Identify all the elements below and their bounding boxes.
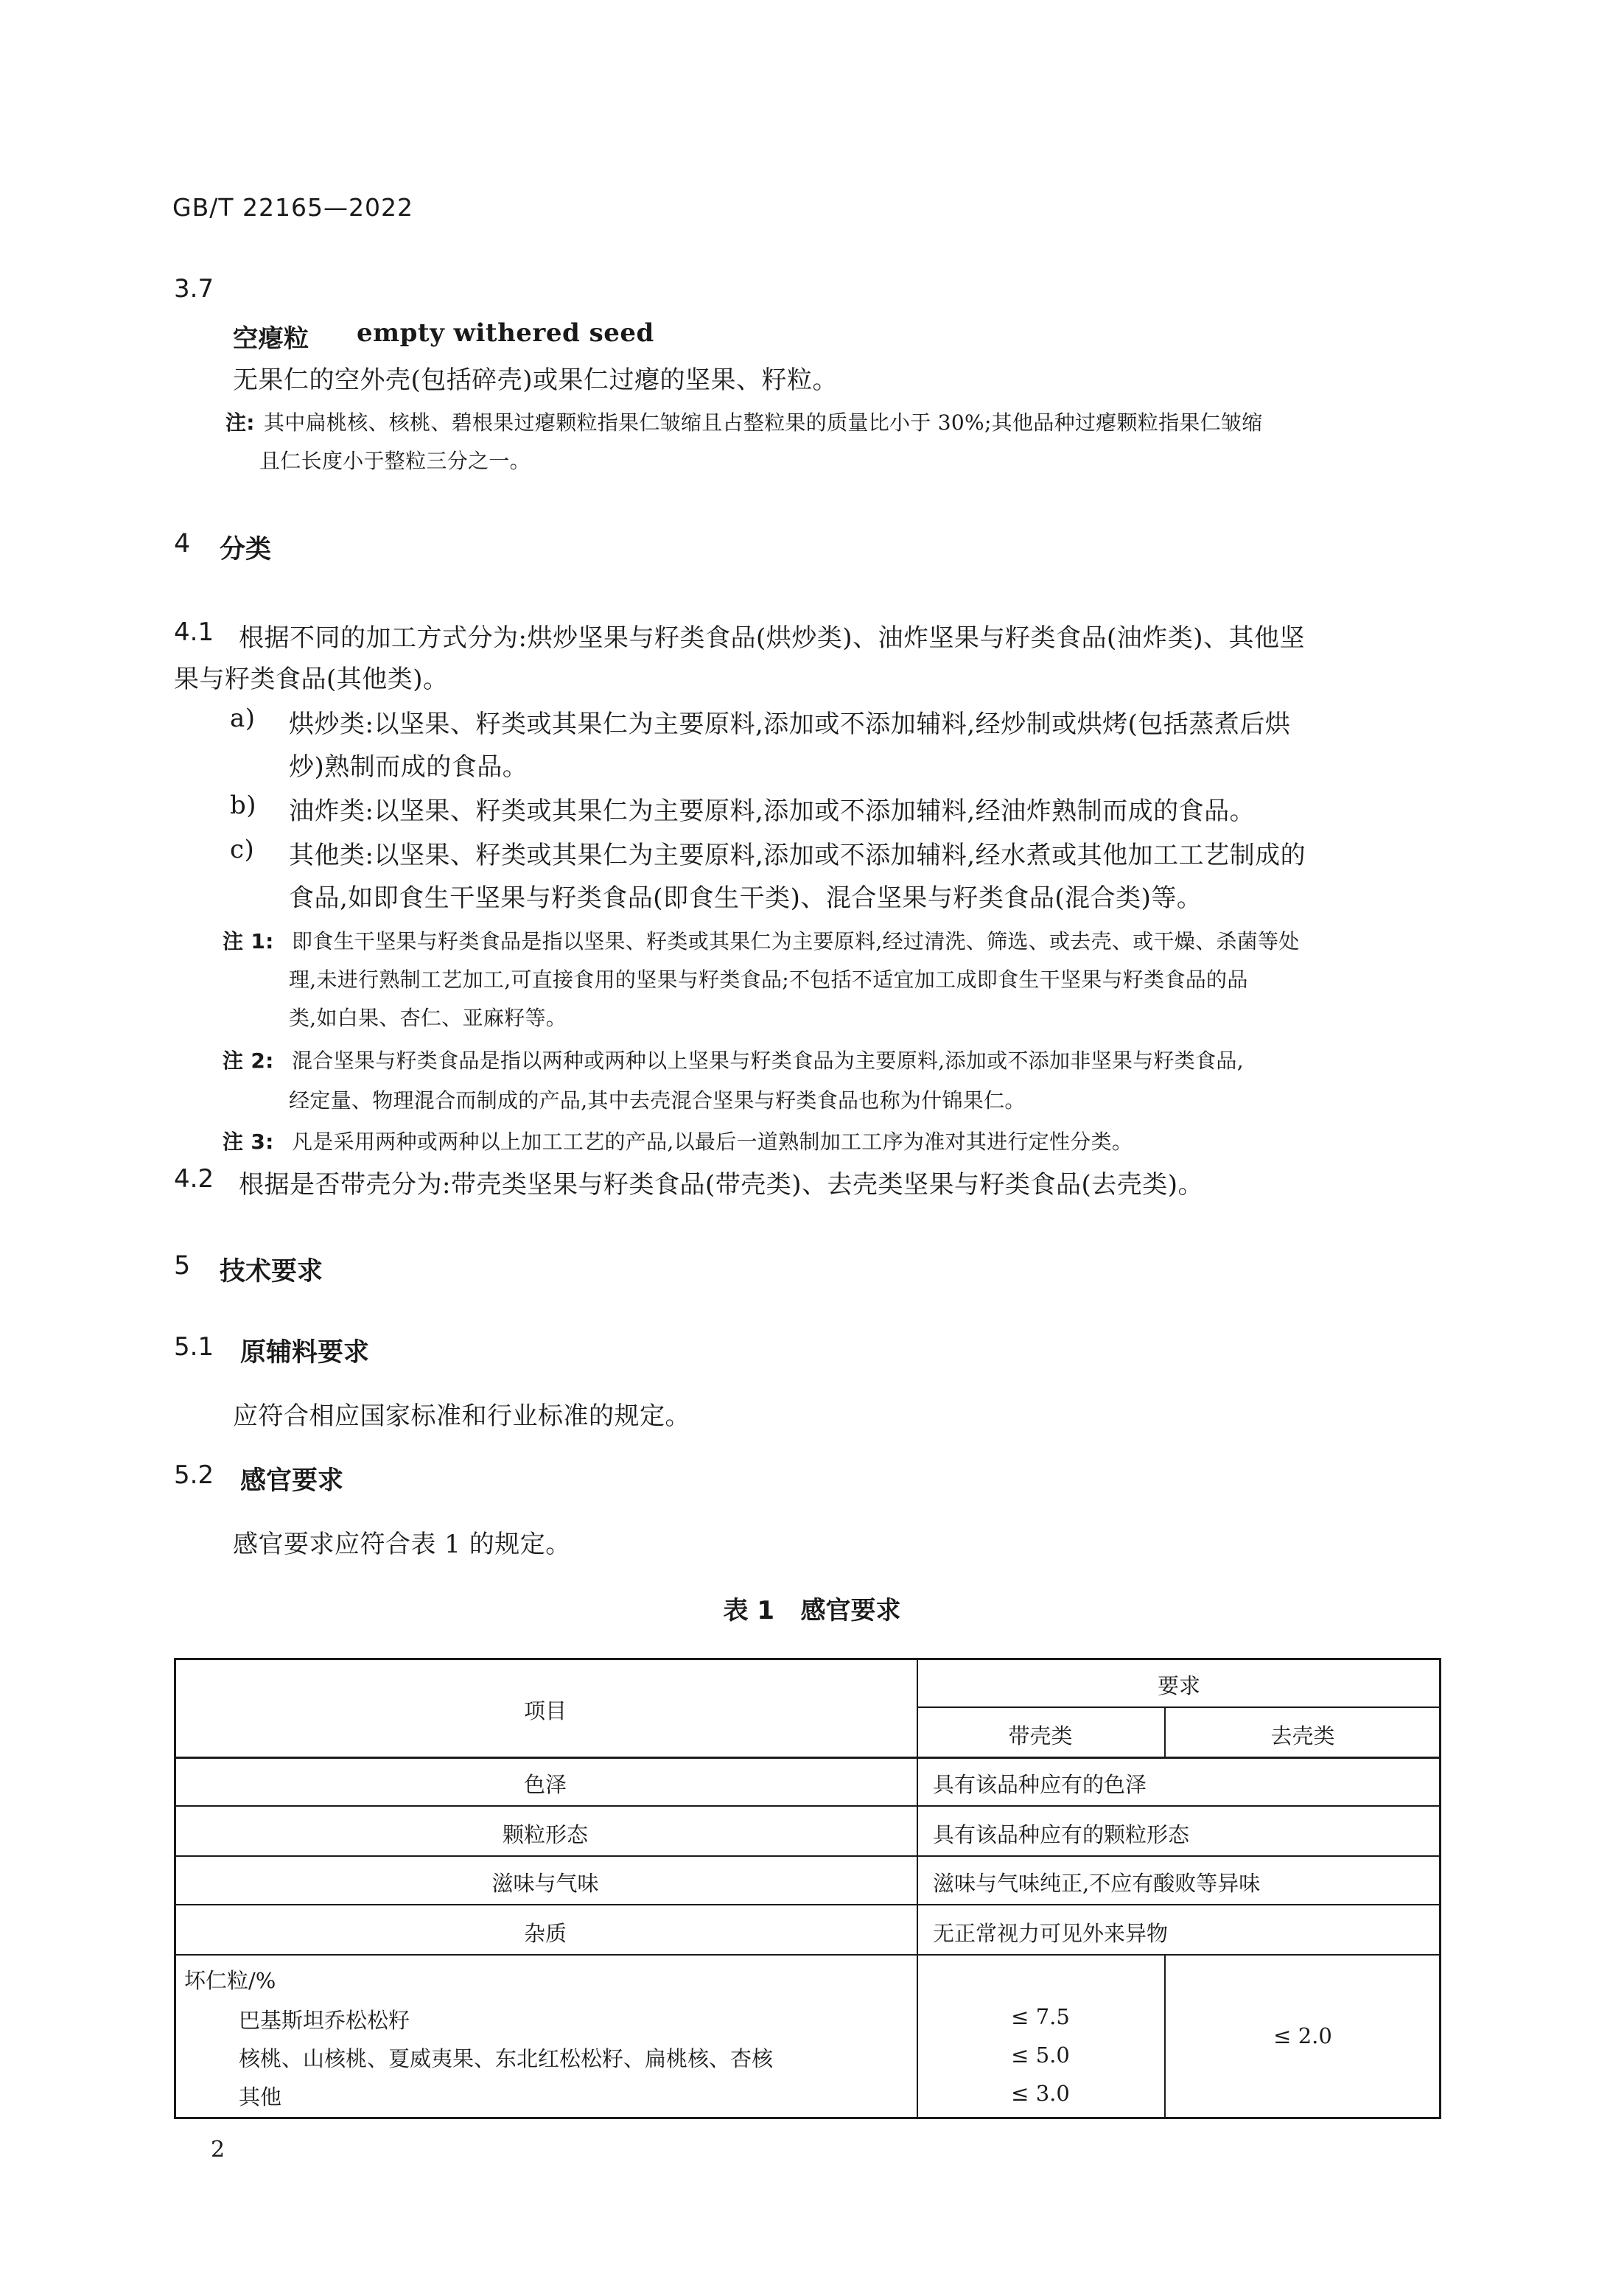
- note-line: 凡是采用两种或两种以上加工工艺的产品,以最后一道熟制加工工序为准对其进行定性分类。: [292, 1130, 1133, 1154]
- clause-5-2-number: 5.2: [174, 1460, 214, 1490]
- note-line: 混合坚果与籽类食品是指以两种或两种以上坚果与籽类食品为主要原料,添加或不添加非坚果与籽类食品,: [292, 1049, 1244, 1073]
- header-shelled: 去壳类: [1270, 1723, 1335, 1748]
- list-marker: c): [230, 835, 255, 864]
- clause-5-2-title: 感官要求: [240, 1466, 344, 1496]
- row-requirement: 具有该品种应有的色泽: [933, 1772, 1147, 1797]
- section-5-title: 技术要求: [220, 1257, 323, 1286]
- row-requirement: 滋味与气味纯正,不应有酸败等异味: [933, 1871, 1261, 1896]
- row-item: 杂质: [523, 1921, 567, 1946]
- list-item-text: 其他类:以坚果、籽类或其果仁为主要原料,添加或不添加辅料,经水煮或其他加工工艺制成的: [289, 841, 1306, 870]
- clause-3-7-number: 3.7: [174, 274, 214, 304]
- note-label: 注 1:: [223, 929, 274, 953]
- bad-kernel-with-shell-value: ≤ 3.0: [1011, 2081, 1070, 2106]
- sensory-requirements-table: [174, 1658, 1441, 2119]
- term-chinese: 空瘪粒: [233, 324, 309, 354]
- clause-4-2-number: 4.2: [174, 1164, 214, 1194]
- header-requirement: 要求: [1157, 1673, 1200, 1698]
- bad-kernel-with-shell-value: ≤ 7.5: [1011, 2004, 1070, 2029]
- clause-5-1-text: 应符合相应国家标准和行业标准的规定。: [233, 1401, 690, 1431]
- clause-4-1-text: 果与籽类食品(其他类)。: [174, 665, 449, 694]
- note-label: 注:: [225, 410, 255, 435]
- row-divider: [174, 1954, 1441, 1956]
- row-item: 颗粒形态: [502, 1822, 588, 1847]
- list-marker: a): [230, 704, 256, 733]
- clause-5-1-number: 5.1: [174, 1332, 214, 1362]
- table-border-bottom: [174, 2117, 1441, 2119]
- section-4-title: 分类: [220, 535, 272, 564]
- row-divider: [174, 1805, 1441, 1807]
- bad-kernel-label: 坏仁粒/%: [184, 1968, 276, 1993]
- clause-5-2-text: 感官要求应符合表 1 的规定。: [233, 1530, 571, 1559]
- clause-4-1-text: 根据不同的加工方式分为:烘炒坚果与籽类食品(烘炒类)、油炸坚果与籽类食品(油炸类)、其他坚: [239, 623, 1306, 653]
- page-number: 2: [211, 2137, 225, 2163]
- header-sub-divider: [917, 1706, 1441, 1708]
- note-label: 注 3:: [223, 1130, 274, 1154]
- bad-kernel-sub-item: 其他: [239, 2084, 282, 2110]
- note-label: 注 2:: [223, 1049, 274, 1073]
- table-border-top: [174, 1658, 1441, 1660]
- standard-number-header: GB/T 22165—2022: [172, 193, 413, 222]
- section-5-number: 5: [174, 1251, 191, 1281]
- bad-kernel-with-shell-value: ≤ 5.0: [1011, 2042, 1070, 2068]
- note-line: 即食生干坚果与籽类食品是指以坚果、籽类或其果仁为主要原料,经过清洗、筛选、或去壳、或干燥、杀菌等处: [292, 929, 1300, 953]
- term-definition: 无果仁的空外壳(包括碎壳)或果仁过瘪的坚果、籽粒。: [233, 365, 839, 395]
- row-requirement: 无正常视力可见外来异物: [933, 1921, 1169, 1946]
- list-item-text: 炒)熟制而成的食品。: [289, 752, 528, 782]
- row-divider: [174, 1855, 1441, 1857]
- note-line: 理,未进行熟制工艺加工,可直接食用的坚果与籽类食品;不包括不适宜加工成即食生干坚果与籽类食品的品: [289, 967, 1248, 992]
- clause-4-2-text: 根据是否带壳分为:带壳类坚果与籽类食品(带壳类)、去壳类坚果与籽类食品(去壳类)。: [239, 1170, 1204, 1200]
- header-with-shell: 带壳类: [1008, 1723, 1073, 1748]
- row-item: 滋味与气味: [491, 1871, 599, 1896]
- list-item-text: 食品,如即食生干坚果与籽类食品(即食生干类)、混合坚果与籽类食品(混合类)等。: [289, 883, 1203, 913]
- note-line: 类,如白果、杏仁、亚麻籽等。: [289, 1006, 567, 1030]
- list-item-text: 油炸类:以坚果、籽类或其果仁为主要原料,添加或不添加辅料,经油炸熟制而成的食品。: [289, 797, 1256, 826]
- note-line: 且仁长度小于整粒三分之一。: [259, 449, 531, 473]
- note-line: 其中扁桃核、核桃、碧根果过瘪颗粒指果仁皱缩且占整粒果的质量比小于 30%;其他品种过瘪颗粒指果仁皱缩: [264, 410, 1263, 435]
- clause-4-1-number: 4.1: [174, 617, 214, 647]
- list-item-text: 烘炒类:以坚果、籽类或其果仁为主要原料,添加或不添加辅料,经炒制或烘烤(包括蒸煮后烘: [289, 710, 1291, 739]
- header-item: 项目: [523, 1698, 567, 1723]
- row-requirement: 具有该品种应有的颗粒形态: [933, 1822, 1190, 1847]
- term-english: empty withered seed: [357, 318, 654, 348]
- note-line: 经定量、物理混合而制成的产品,其中去壳混合坚果与籽类食品也称为什锦果仁。: [289, 1088, 1026, 1113]
- row-divider: [174, 1904, 1441, 1905]
- bad-kernel-sub-item: 核桃、山核桃、夏威夷果、东北红松松籽、扁桃核、杏核: [239, 2046, 774, 2071]
- bad-kernel-sub-item: 巴基斯坦乔松松籽: [239, 2008, 410, 2033]
- list-marker: b): [230, 791, 257, 820]
- section-4-number: 4: [174, 529, 191, 559]
- bad-kernel-shelled-value: ≤ 2.0: [1273, 2023, 1332, 2048]
- row-item: 色泽: [523, 1772, 567, 1797]
- clause-5-1-title: 原辅料要求: [240, 1338, 370, 1368]
- table-title: 表 1 感官要求: [723, 1596, 901, 1625]
- header-bottom-rule: [174, 1757, 1441, 1759]
